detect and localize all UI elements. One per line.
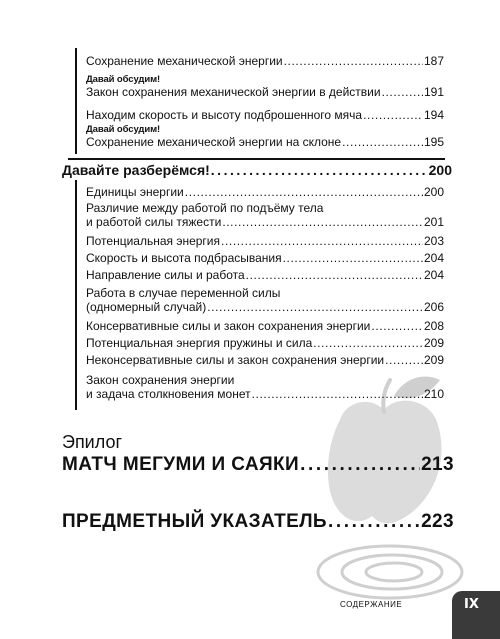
toc-entry[interactable] bbox=[86, 286, 444, 314]
toc-entry[interactable] bbox=[86, 185, 444, 199]
index-entry[interactable] bbox=[62, 511, 454, 533]
toc-entry[interactable] bbox=[86, 268, 444, 282]
toc-guide-bar bbox=[75, 180, 77, 410]
toc-entry-title: Сохранение механической энергии bbox=[86, 54, 283, 68]
toc-entry-title: (одномерный случай) bbox=[86, 300, 207, 314]
toc-entry-title: Потенциальная энергия bbox=[86, 234, 221, 248]
section-page: 200 bbox=[428, 162, 452, 178]
toc-entry-page: 206 bbox=[423, 300, 444, 314]
toc-entry-title: Скорость и высота подбрасывания bbox=[86, 251, 282, 265]
toc-guide-bar bbox=[75, 48, 77, 154]
section-title: Давайте разберёмся! bbox=[62, 162, 210, 178]
section-divider bbox=[68, 158, 445, 160]
toc-entry-page: 209 bbox=[423, 336, 444, 350]
epilog-label: Эпилог bbox=[62, 432, 123, 452]
toc-entry[interactable] bbox=[86, 54, 444, 68]
section-heading[interactable] bbox=[62, 162, 452, 178]
toc-entry-page: 194 bbox=[423, 108, 444, 122]
toc-entry[interactable] bbox=[86, 201, 444, 229]
toc-entry-page: 210 bbox=[423, 387, 444, 401]
epilog-page: 213 bbox=[421, 454, 454, 475]
toc-entry-title: Консервативные силы и закон сохранения энергии bbox=[86, 319, 371, 333]
index-page: 223 bbox=[421, 511, 454, 532]
toc-entry-page: 200 bbox=[423, 185, 444, 199]
toc-entry-title-line: Различие между работой по подъёму тела bbox=[86, 201, 324, 215]
toc-entry-title: Неконсервативные силы и закон сохранения энергии bbox=[86, 353, 385, 367]
toc-entry-page: 208 bbox=[423, 319, 444, 333]
toc-entry-title: и работой силы тяжести bbox=[86, 215, 222, 229]
toc-entry-page: 201 bbox=[423, 215, 444, 229]
toc-entry-title: и задача столкновения монет bbox=[86, 387, 251, 401]
toc-entry[interactable] bbox=[86, 108, 444, 122]
index-title: ПРЕДМЕТНЫЙ УКАЗАТЕЛЬ bbox=[62, 511, 327, 532]
toc-entry-page: 191 bbox=[423, 85, 444, 99]
toc-entry-title: Единицы энергии bbox=[86, 185, 184, 199]
toc-entry-title-line: Работа в случае переменной силы bbox=[86, 286, 281, 300]
toc-entry[interactable] bbox=[86, 234, 444, 248]
toc-entry-title: Потенциальная энергия пружины и сила bbox=[86, 336, 313, 350]
epilog-entry[interactable] bbox=[62, 454, 454, 476]
toc-entry[interactable] bbox=[86, 124, 444, 149]
toc-entry-page: 209 bbox=[423, 353, 444, 367]
epilog-title: МАТЧ МЕГУМИ И САЯКИ bbox=[62, 454, 300, 475]
toc-entry[interactable] bbox=[86, 251, 444, 265]
toc-entry[interactable] bbox=[86, 336, 444, 350]
toc-entry-note: Давай обсудим! bbox=[86, 74, 161, 85]
toc-entry[interactable] bbox=[86, 373, 444, 401]
toc-entry-page: 204 bbox=[423, 268, 444, 282]
toc-entry-title: Закон сохранения механической энергии в действии bbox=[86, 85, 381, 99]
toc-entry-title-line: Закон сохранения энергии bbox=[86, 373, 235, 387]
toc-entry[interactable] bbox=[86, 353, 444, 367]
toc-entry-page: 187 bbox=[423, 54, 444, 68]
toc-entry-page: 203 bbox=[423, 234, 444, 248]
toc-entry-title: Сохранение механической энергии на склоне bbox=[86, 135, 342, 149]
toc-entry[interactable] bbox=[86, 319, 444, 333]
toc-entry-note: Давай обсудим! bbox=[86, 124, 161, 135]
toc-entry-title: Находим скорость и высоту подброшенного мяча bbox=[86, 108, 363, 122]
toc-entry-title: Направление силы и работа bbox=[86, 268, 245, 282]
running-footer: СОДЕРЖАНИЕ bbox=[340, 600, 403, 609]
toc-entry-page: 204 bbox=[423, 251, 444, 265]
page-number: IX bbox=[464, 597, 479, 612]
toc-entry[interactable] bbox=[86, 74, 444, 99]
toc-entry-page: 195 bbox=[423, 135, 444, 149]
